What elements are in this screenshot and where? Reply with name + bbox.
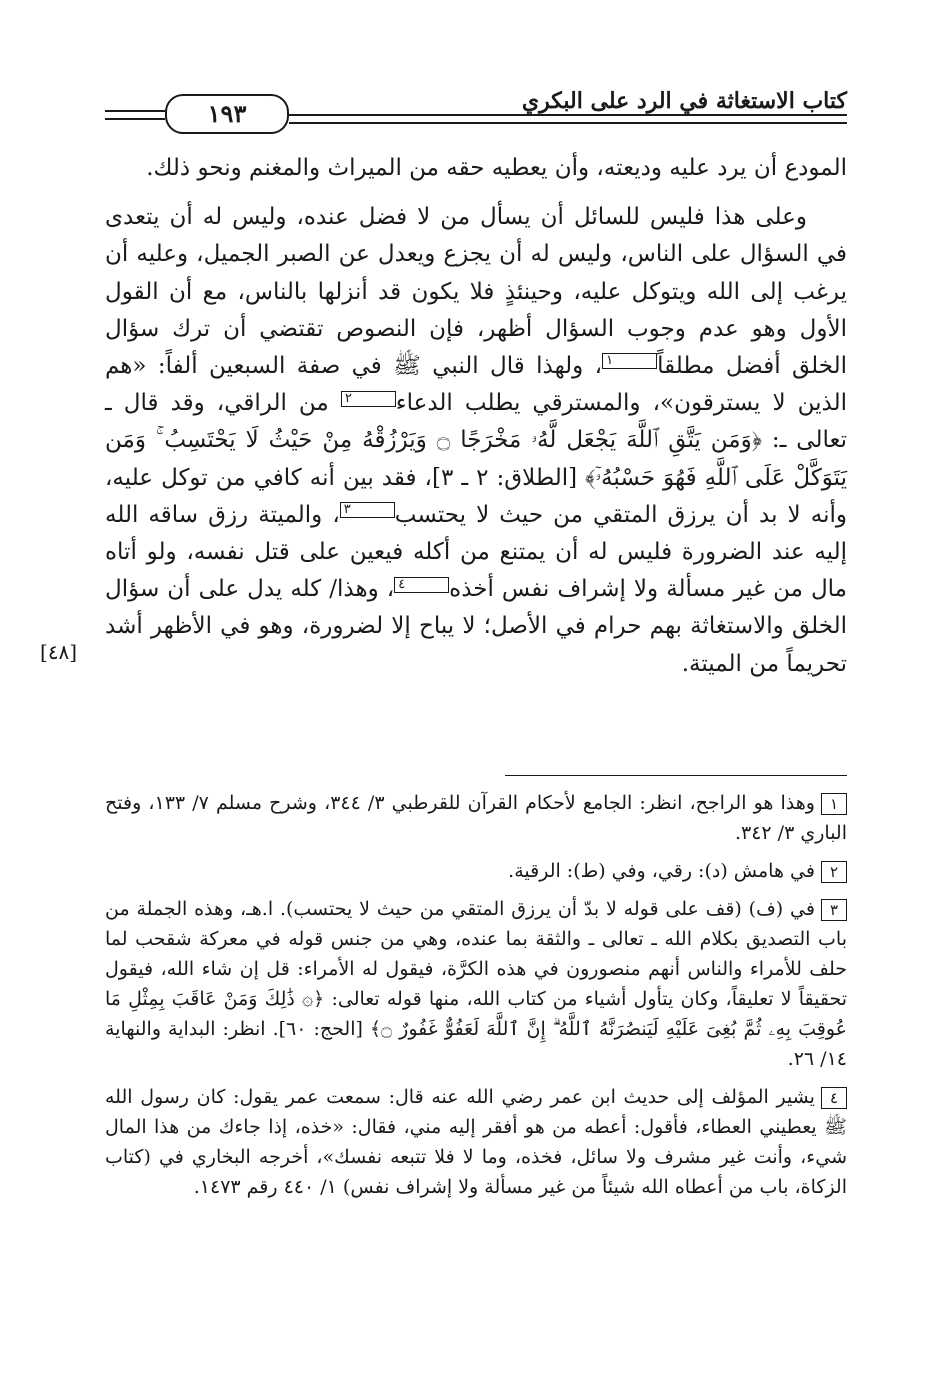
footnote-text: في (ف) (قف على قوله لا بدّ أن يرزق المتقي من حيث لا يحتسب). ا.هـ، وهذه الجملة من باب التصديق بكلام الله ـ تعالى ـ والثقة بما عنده، وهي من جنس قوله في معركة شقحب لما حلف للأمراء والناس أنهم منصورون في هذه الكرَّة، فيقول له الأمراء: قل إن شاء الله، فيقول تحقيقاً لا تعليقاً، وكان يتأول أشياء من كتاب الله، منها قوله تعالى: ﴿۞ ذَٰلِكَ وَمَنْ عَاقَبَ بِمِثْلِ مَا عُوقِبَ بِهِۦ ثُمَّ بُغِىَ عَلَيْهِ لَيَنصُرَنَّهُ ٱللَّهُ ۗ إِنَّ ٱللَّهَ لَعَفُوٌّ غَفُورٌ ۝﴾ [الحج: ٦٠]. انظر: البداية والنهاية ١٤/ ٢٦.: [105, 898, 847, 1070]
paragraph-2-part-d: ، والميتة رزق ساقه الله إليه عند الضرورة فليس له أن يمتنع من أكله فيعين على قتل نفسه، ولو أتاه مال من غير مسألة ولا إشراف نفس أخذه: [105, 501, 847, 603]
footnote-number: ٢: [821, 861, 847, 883]
manuscript-page-marker: [٤٨]: [40, 640, 78, 664]
footnotes: [105, 788, 847, 1210]
footnote-text: وهذا هو الراجح، انظر: الجامع لأحكام القرآن للقرطبي ٣/ ٣٤٤، وشرح مسلم ٧/ ١٣٣، وفتح الباري ٣/ ٣٤٢.: [105, 792, 847, 844]
paragraph-2-part-b: ، ولهذا قال النبي ﷺ في صفة السبعين ألفاً: «هم الذين لا يسترقون»، والمسترقي يطلب الدعاء: [105, 353, 847, 417]
paragraph-2: [105, 199, 847, 683]
paragraph-1: المودع أن يرد عليه وديعته، وأن يعطيه حقه من الميراث والمغنم ونحو ذلك.: [146, 155, 847, 181]
paragraph-2-part-c: من الراقي، وقد قال ـ تعالى ـ: ﴿وَمَن يَتَّقِ ٱللَّهَ يَجْعَل لَّهُۥ مَخْرَجًا ۝ وَيَرْزُقْهُ مِنْ حَيْثُ لَا يَحْتَسِبُ ۚ وَمَن يَتَوَكَّلْ عَلَى ٱللَّهِ فَهُوَ حَسْبُهُۥٓ﴾ [الطلاق: ٢ ـ ٣]، فقد بين أنه كافي من توكل عليه، وأنه لا بد أن يرزق المتقي من حيث لا يحتسب: [105, 390, 847, 528]
page-header: [105, 88, 847, 136]
footnote-4: [105, 1082, 847, 1202]
footnote-ref-4[interactable]: ٤: [394, 577, 449, 593]
paragraph-2-part-e: ، وهذا/ كله يدل على أن سؤال الخلق والاستغاثة بهم حرام في الأصل؛ لا يباح إلا لضرورة، وهو في الأظهر أشد تحريماً من الميتة.: [105, 576, 847, 677]
header-rule-left: [105, 110, 165, 120]
page-number: ١٩٣: [165, 94, 289, 134]
footnote-1: [105, 788, 847, 848]
footnote-text: يشير المؤلف إلى حديث ابن عمر رضي الله عنه قال: سمعت عمر يقول: كان رسول الله ﷺ يعطيني العطاء، فأقول: أعطه من هو أفقر إليه مني، فقال: «خذه، إذا جاءك من هذا المال شيء، وأنت غير مشرف ولا سائل، فخذه، وما لا فلا تتبعه نفسك»، أخرجه البخاري في (كتاب الزكاة، باب من أعطاه الله شيئاً من غير مسألة ولا إشراف نفس) ١/ ٤٤٠ رقم ١٤٧٣.: [105, 1086, 847, 1198]
footnote-ref-1[interactable]: ١: [602, 353, 657, 369]
book-title: كتاب الاستغاثة في الرد على البكري: [521, 88, 847, 114]
footnote-text: في هامش (د): رقي، وفي (ط): الرقية.: [508, 860, 815, 882]
header-rule-right: [289, 114, 847, 124]
footnote-number: ٤: [821, 1087, 847, 1109]
footnote-separator: [505, 775, 847, 776]
footnote-number: ١: [821, 793, 847, 815]
main-text: [105, 150, 847, 683]
paragraph-2-part-a: وعلى هذا فليس للسائل أن يسأل من لا فضل عنده، وليس له أن يتعدى في السؤال على الناس، وليس له أن يجزع ويعدل عن الصبر الجميل، وعليه أن يرغب إلى الله ويتوكل عليه، وحينئذٍ فلا يكون قد أنزلها بالناس، مع أن القول الأول وهو عدم وجوب السؤال أظهر، فإن النصوص تقتضي أن ترك سؤال الخلق أفضل مطلقاً: [105, 204, 847, 380]
footnote-3: [105, 894, 847, 1074]
footnote-2: [105, 856, 847, 886]
footnote-number: ٣: [821, 899, 847, 921]
footnote-ref-2[interactable]: ٢: [341, 391, 396, 407]
footnote-ref-3[interactable]: ٣: [340, 502, 395, 518]
